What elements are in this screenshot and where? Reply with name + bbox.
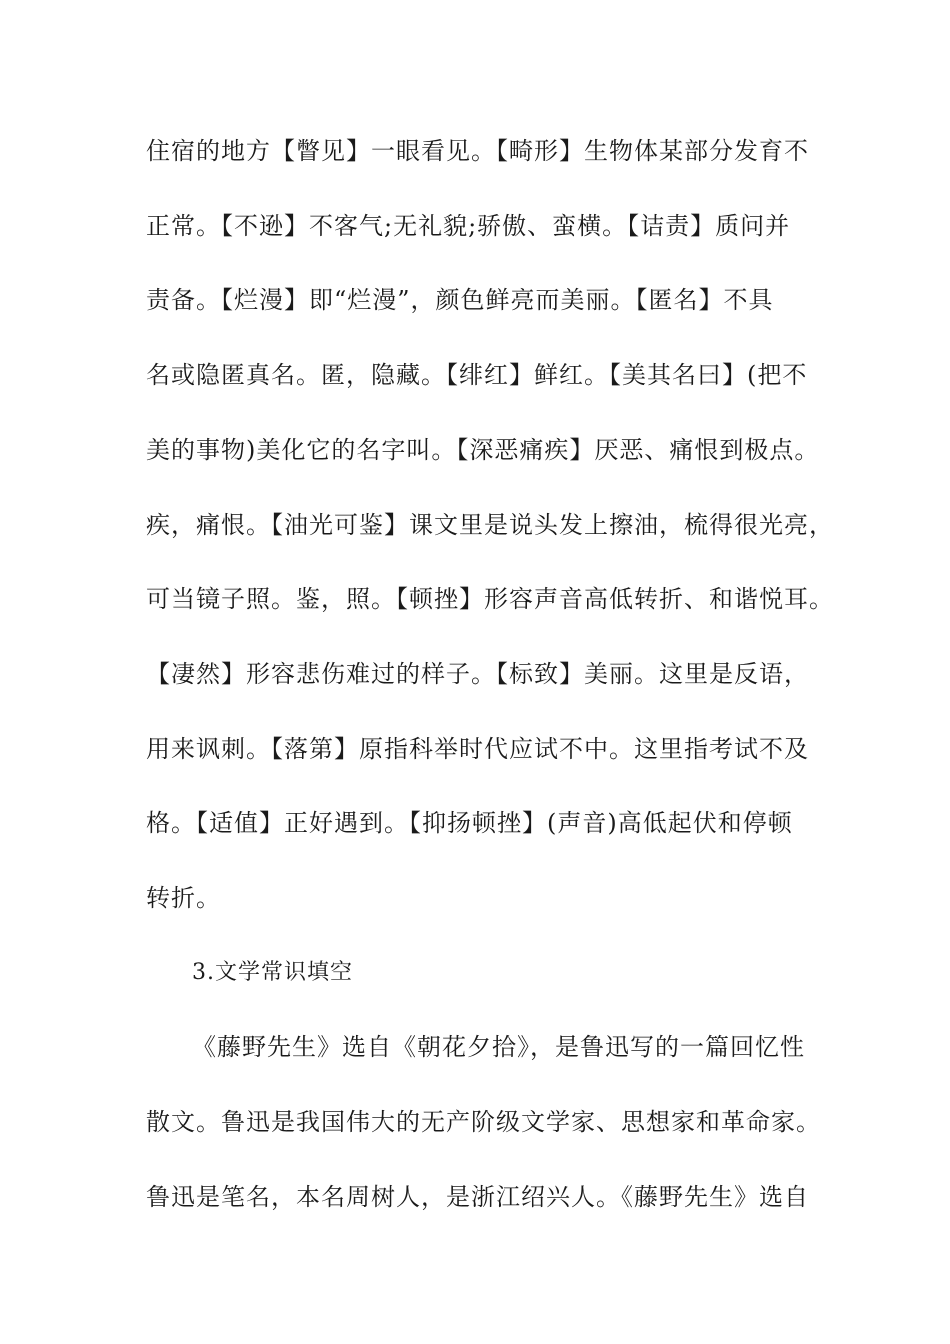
paragraph-line: 散文。鲁迅是我国伟大的无产阶级文学家、思想家和革命家。: [146, 1108, 821, 1136]
text-line: 正常。【不逊】不客气;无礼貌;骄傲、蛮横。【诘责】质问并: [146, 212, 791, 240]
text-line: 转折。: [146, 884, 221, 912]
text-line: 美的事物)美化它的名字叫。【深恶痛疾】厌恶、痛恨到极点。: [146, 436, 820, 464]
paragraph-line: 《藤野先生》选自《朝花夕拾》，是鲁迅写的一篇回忆性: [192, 1033, 805, 1061]
text-line: 疾，痛恨。【油光可鉴】课文里是说头发上擦油，梳得很光亮，: [146, 511, 834, 539]
text-line: 用来讽刺。【落第】原指科举时代应试不中。这里指考试不及: [146, 735, 809, 763]
text-line: 格。【适值】正好遇到。【抑扬顿挫】(声音)高低起伏和停顿: [146, 809, 793, 837]
text-line: 责备。【烂漫】即“烂漫”，颜色鲜亮而美丽。【匿名】不具: [146, 286, 774, 314]
text-line: 住宿的地方【瞥见】一眼看见。【畸形】生物体某部分发育不: [146, 137, 809, 165]
text-line: 名或隐匿真名。匿，隐藏。【绯红】鲜红。【美其名曰】(把不: [146, 361, 808, 389]
section-heading: 3.文学常识填空: [192, 960, 353, 985]
text-line: 【凄然】形容悲伤难过的样子。【标致】美丽。这里是反语，: [146, 660, 809, 688]
paragraph-line: 鲁迅是笔名，本名周树人，是浙江绍兴人。《藤野先生》选自: [146, 1183, 809, 1211]
text-line: 可当镜子照。鉴，照。【顿挫】形容声音高低转折、和谐悦耳。: [146, 585, 834, 613]
